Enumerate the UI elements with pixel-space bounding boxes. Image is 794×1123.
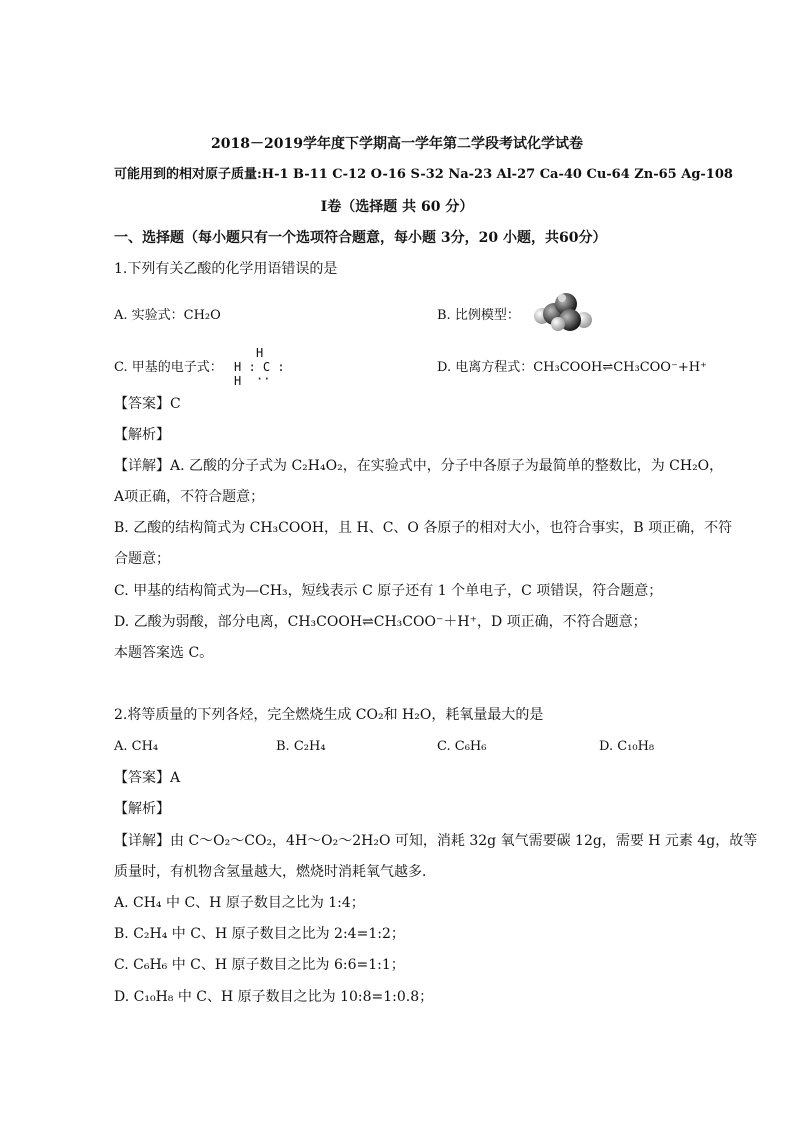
q1-option-c: C. 甲基的电子式： xyxy=(114,360,223,375)
exam-title: 2018－2019学年度下学期高一学年第二学段考试化学试卷 xyxy=(211,136,583,152)
q1-detail-3: B. 乙酸的结构简式为 CH₃COOH，且 H、C、O 各原子的相对大小，也符合事实，B 项正确，不符 xyxy=(114,520,733,536)
q1-option-a: A. 实验式：CH₂O xyxy=(114,308,221,323)
q2-line-d: D. C₁₀H₈ 中 C、H 原子数目之比为 10:8=1:0.8； xyxy=(114,989,434,1005)
q1-detail-4: 合题意； xyxy=(114,551,170,567)
volume-title: Ⅰ卷（选择题 共 60 分） xyxy=(320,199,474,215)
q1-detail-7: 本题答案选 C。 xyxy=(114,645,214,661)
q2-option-a: A. CH₄ xyxy=(114,739,159,754)
q1-analysis-label: 【解析】 xyxy=(114,427,170,443)
section-heading: 一、选择题（每小题只有一个选项符合题意，每小题 3分，20 小题，共60分） xyxy=(114,230,607,246)
q1-detail-1: 【详解】A. 乙酸的分子式为 C₂H₄O₂，在实验式中，分子中各原子为最简单的整数比，为 CH₂O， xyxy=(114,458,724,474)
atomic-masses: 可能用到的相对原子质量:H-1 B-11 C-12 O-16 S-32 Na-23 Al-27 Ca-40 Cu-64 Zn-65 Ag-108 xyxy=(114,167,733,182)
q2-option-b: B. C₂H₄ xyxy=(276,739,326,754)
q1-detail-6: D. 乙酸为弱酸，部分电离，CH₃COOH⇌CH₃COO⁻＋H⁺，D 项正确，不符合题意； xyxy=(114,614,647,630)
edot-top-h: H xyxy=(256,346,264,360)
q1-detail-5: C. 甲基的结构简式为—CH₃，短线表示 C 原子还有 1 个单电子，C 项错误，符合题意； xyxy=(114,583,663,599)
edot-bottom-dots: ·· xyxy=(256,372,271,386)
q2-detail-1: 【详解】由 C～O₂～CO₂，4H～O₂～2H₂O 可知，消耗 32g 氧气需要碳 12g，需要 H 元素 4g，故等 xyxy=(114,833,758,849)
q2-analysis-label: 【解析】 xyxy=(114,801,170,817)
q1-option-d: D. 电离方程式：CH₃COOH⇌CH₃COO⁻+H⁺ xyxy=(437,360,707,375)
question-2-stem: 2.将等质量的下列各烃，完全燃烧生成 CO₂和 H₂O，耗氧量最大的是 xyxy=(114,707,544,723)
q2-line-b: B. C₂H₄ 中 C、H 原子数目之比为 2:4=1:2； xyxy=(114,926,405,942)
q1-answer: 【答案】C xyxy=(114,396,181,412)
edot-middle: H : C : H xyxy=(234,360,285,388)
q2-answer: 【答案】A xyxy=(114,770,181,786)
q2-line-a: A. CH₄ 中 C、H 原子数目之比为 1:4； xyxy=(114,895,365,911)
q2-option-c: C. C₆H₆ xyxy=(437,739,487,754)
methyl-electron-formula xyxy=(234,346,294,386)
q2-detail-2: 质量时，有机物含氢量越大，燃烧时消耗氧气越多． xyxy=(114,864,436,880)
q1-option-b: B. 比例模型： xyxy=(437,308,520,323)
question-1-stem: 1.下列有关乙酸的化学用语错误的是 xyxy=(114,261,338,277)
q2-line-c: C. C₆H₆ 中 C、H 原子数目之比为 6:6=1:1； xyxy=(114,957,405,973)
q2-option-d: D. C₁₀H₈ xyxy=(599,739,655,754)
q1-detail-2: A项正确，不符合题意； xyxy=(114,489,265,505)
space-filling-model-icon xyxy=(532,290,594,336)
